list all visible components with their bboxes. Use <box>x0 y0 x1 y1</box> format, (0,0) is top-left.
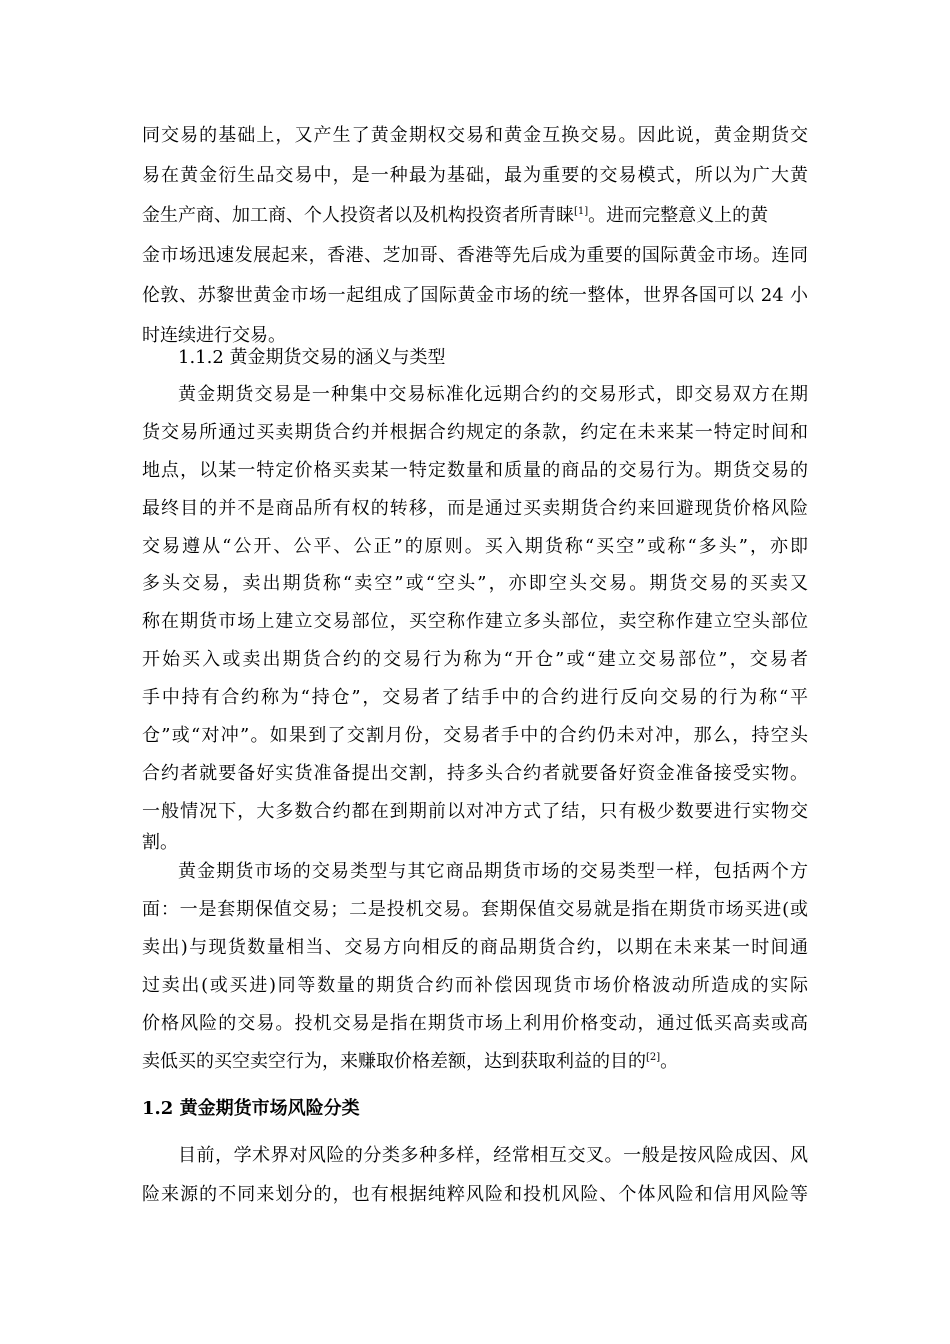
text-line: 时连续进行交易。 <box>142 325 286 346</box>
text-line: 黄金期货交易是一种集中交易标准化远期合约的交易形式，即交易双方在期 <box>178 384 808 405</box>
citation-ref: [1] <box>574 206 589 217</box>
text-line: 目前，学术界对风险的分类多种多样，经常相互交叉。一般是按风险成因、风 <box>178 1145 808 1166</box>
text-line <box>142 1045 808 1079</box>
text-line <box>142 199 808 233</box>
text-line: 价格风险的交易。投机交易是指在期货市场上利用价格变动，通过低买高卖或高 <box>142 1013 808 1034</box>
text-line: 伦敦、苏黎世黄金市场一起组成了国际黄金市场的统一整体，世界各国可以 24 小 <box>142 285 808 306</box>
subsection-heading: 1.1.2 黄金期货交易的涵义与类型 <box>178 347 446 368</box>
text-segment: 。 <box>660 1051 679 1072</box>
text-line: 割。 <box>142 832 178 853</box>
text-line: 过卖出(或买进)同等数量的期货合约而补偿因现货市场价格波动所造成的实际 <box>142 975 808 996</box>
text-line: 货交易所通过买卖期货合约并根据合约规定的条款，约定在未来某一特定时间和 <box>142 422 808 443</box>
citation-ref: [2] <box>646 1052 661 1063</box>
text-segment: 。进而完整意义上的黄 <box>588 205 769 226</box>
section-heading: 1.2 黄金期货市场风险分类 <box>142 1098 360 1119</box>
text-segment: 卖低买的买空卖空行为，来赚取价格差额，达到获取利益的目的 <box>142 1051 646 1072</box>
text-line: 卖出)与现货数量相当、交易方向相反的商品期货合约，以期在未来某一时间通 <box>142 937 808 958</box>
text-line: 开始买入或卖出期货合约的交易行为称为“开仓”或“建立交易部位”，交易者 <box>142 649 808 670</box>
text-segment: 金生产商、加工商、个人投资者以及机构投资者所青睐 <box>142 205 574 226</box>
text-line: 多头交易，卖出期货称“卖空”或“空头”，亦即空头交易。期货交易的买卖又 <box>142 573 808 594</box>
text-line: 交易遵从“公开、公平、公正”的原则。买入期货称“买空”或称“多头”，亦即 <box>142 536 808 557</box>
text-line: 一般情况下，大多数合约都在到期前以对冲方式了结，只有极少数要进行实物交 <box>142 801 808 822</box>
text-line: 金市场迅速发展起来，香港、芝加哥、香港等先后成为重要的国际黄金市场。连同 <box>142 245 808 266</box>
text-line: 地点，以某一特定价格买卖某一特定数量和质量的商品的交易行为。期货交易的 <box>142 460 808 481</box>
text-line: 称在期货市场上建立交易部位，买空称作建立多头部位，卖空称作建立空头部位 <box>142 611 808 632</box>
text-line: 黄金期货市场的交易类型与其它商品期货市场的交易类型一样，包括两个方 <box>178 861 808 882</box>
text-line: 易在黄金衍生品交易中，是一种最为基础，最为重要的交易模式，所以为广大黄 <box>142 165 808 186</box>
text-line: 险来源的不同来划分的，也有根据纯粹风险和投机风险、个体风险和信用风险等 <box>142 1184 808 1205</box>
text-line: 同交易的基础上，又产生了黄金期权交易和黄金互换交易。因此说，黄金期货交 <box>142 125 808 146</box>
text-line: 手中持有合约称为“持仓”，交易者了结手中的合约进行反向交易的行为称“平 <box>142 687 808 708</box>
text-line: 合约者就要备好实货准备提出交割，持多头合约者就要备好资金准备接受实物。 <box>142 763 808 784</box>
text-line: 仓”或“对冲”。如果到了交割月份，交易者手中的合约仍未对冲，那么，持空头 <box>142 725 808 746</box>
text-line: 最终目的并不是商品所有权的转移，而是通过买卖期货合约来回避现货价格风险 <box>142 498 808 519</box>
text-line: 面：一是套期保值交易；二是投机交易。套期保值交易就是指在期货市场买进(或 <box>142 899 808 920</box>
